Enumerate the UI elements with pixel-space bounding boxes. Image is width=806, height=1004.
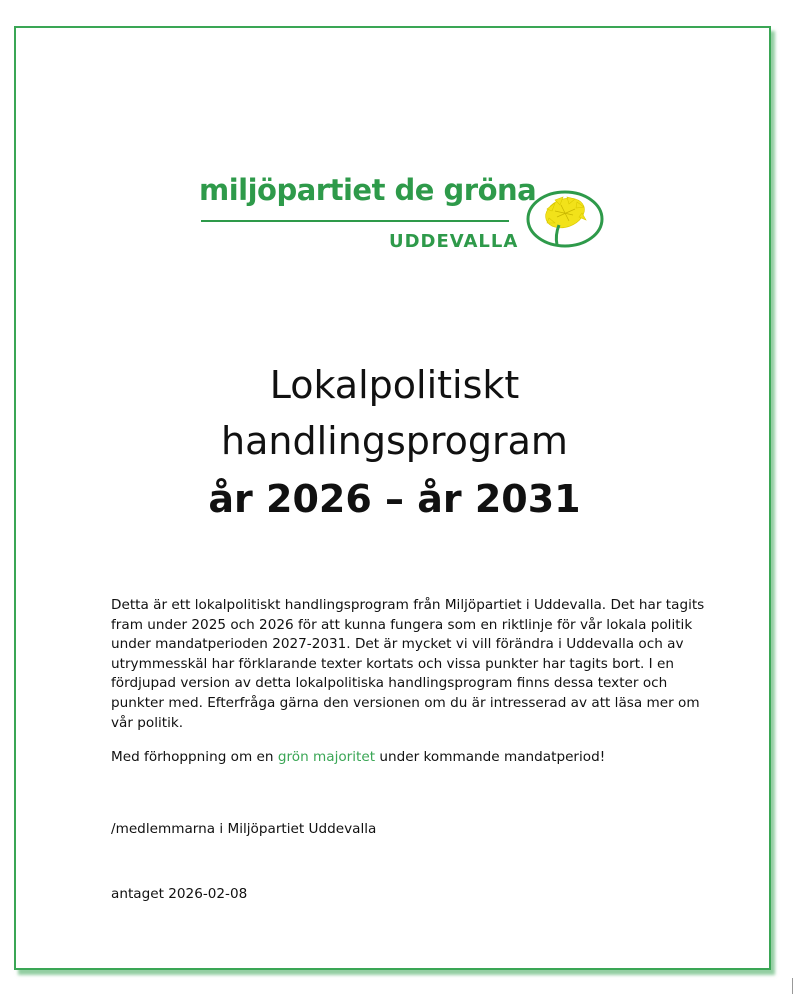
dandelion-icon [525,189,605,249]
document-title [16,363,773,536]
intro-paragraph: Detta är ett lokalpolitiskt handlingsprogram från Miljöpartiet i Uddevalla. Det har tagits fram under 2025 och 2026 för att kunna fungera som en riktlinje för vår lokala politik under mandatperioden 2027-2031. Det är mycket vi vill förändra i Uddevalla och av utrymmesskäl har förklarande texter kortats och vissa punkter har tagits bort. I en fördjupad version av detta lokalpolitiska handlingsprogram finns dessa texter och punkter med. Efterfråga gärna den versionen om du är intresserad av att läsa mer om vår politik. [111,597,705,731]
signature: /medlemmarna i Miljöpartiet Uddevalla [111,821,377,837]
logo-city: UDDEVALLA [389,231,519,252]
logo-underline [201,220,509,222]
closing-paragraph [111,748,711,768]
title-line-years: år 2026 – år 2031 [208,477,581,521]
document-page [14,26,771,970]
green-majority-highlight: grön majoritet [277,749,376,766]
title-line-1: Lokalpolitiskt [269,363,520,407]
logo-wordmark: miljöpartiet de gröna [199,173,537,207]
party-logo [199,163,609,273]
closing-text-end: under kommande mandatperiod! [375,749,606,766]
title-line-2: handlingsprogram [221,419,568,463]
text-cursor [792,978,793,994]
closing-text-start: Med förhoppning om en [111,749,278,766]
intro-text [111,596,711,783]
adopted-date: antaget 2026-02-08 [111,886,248,902]
